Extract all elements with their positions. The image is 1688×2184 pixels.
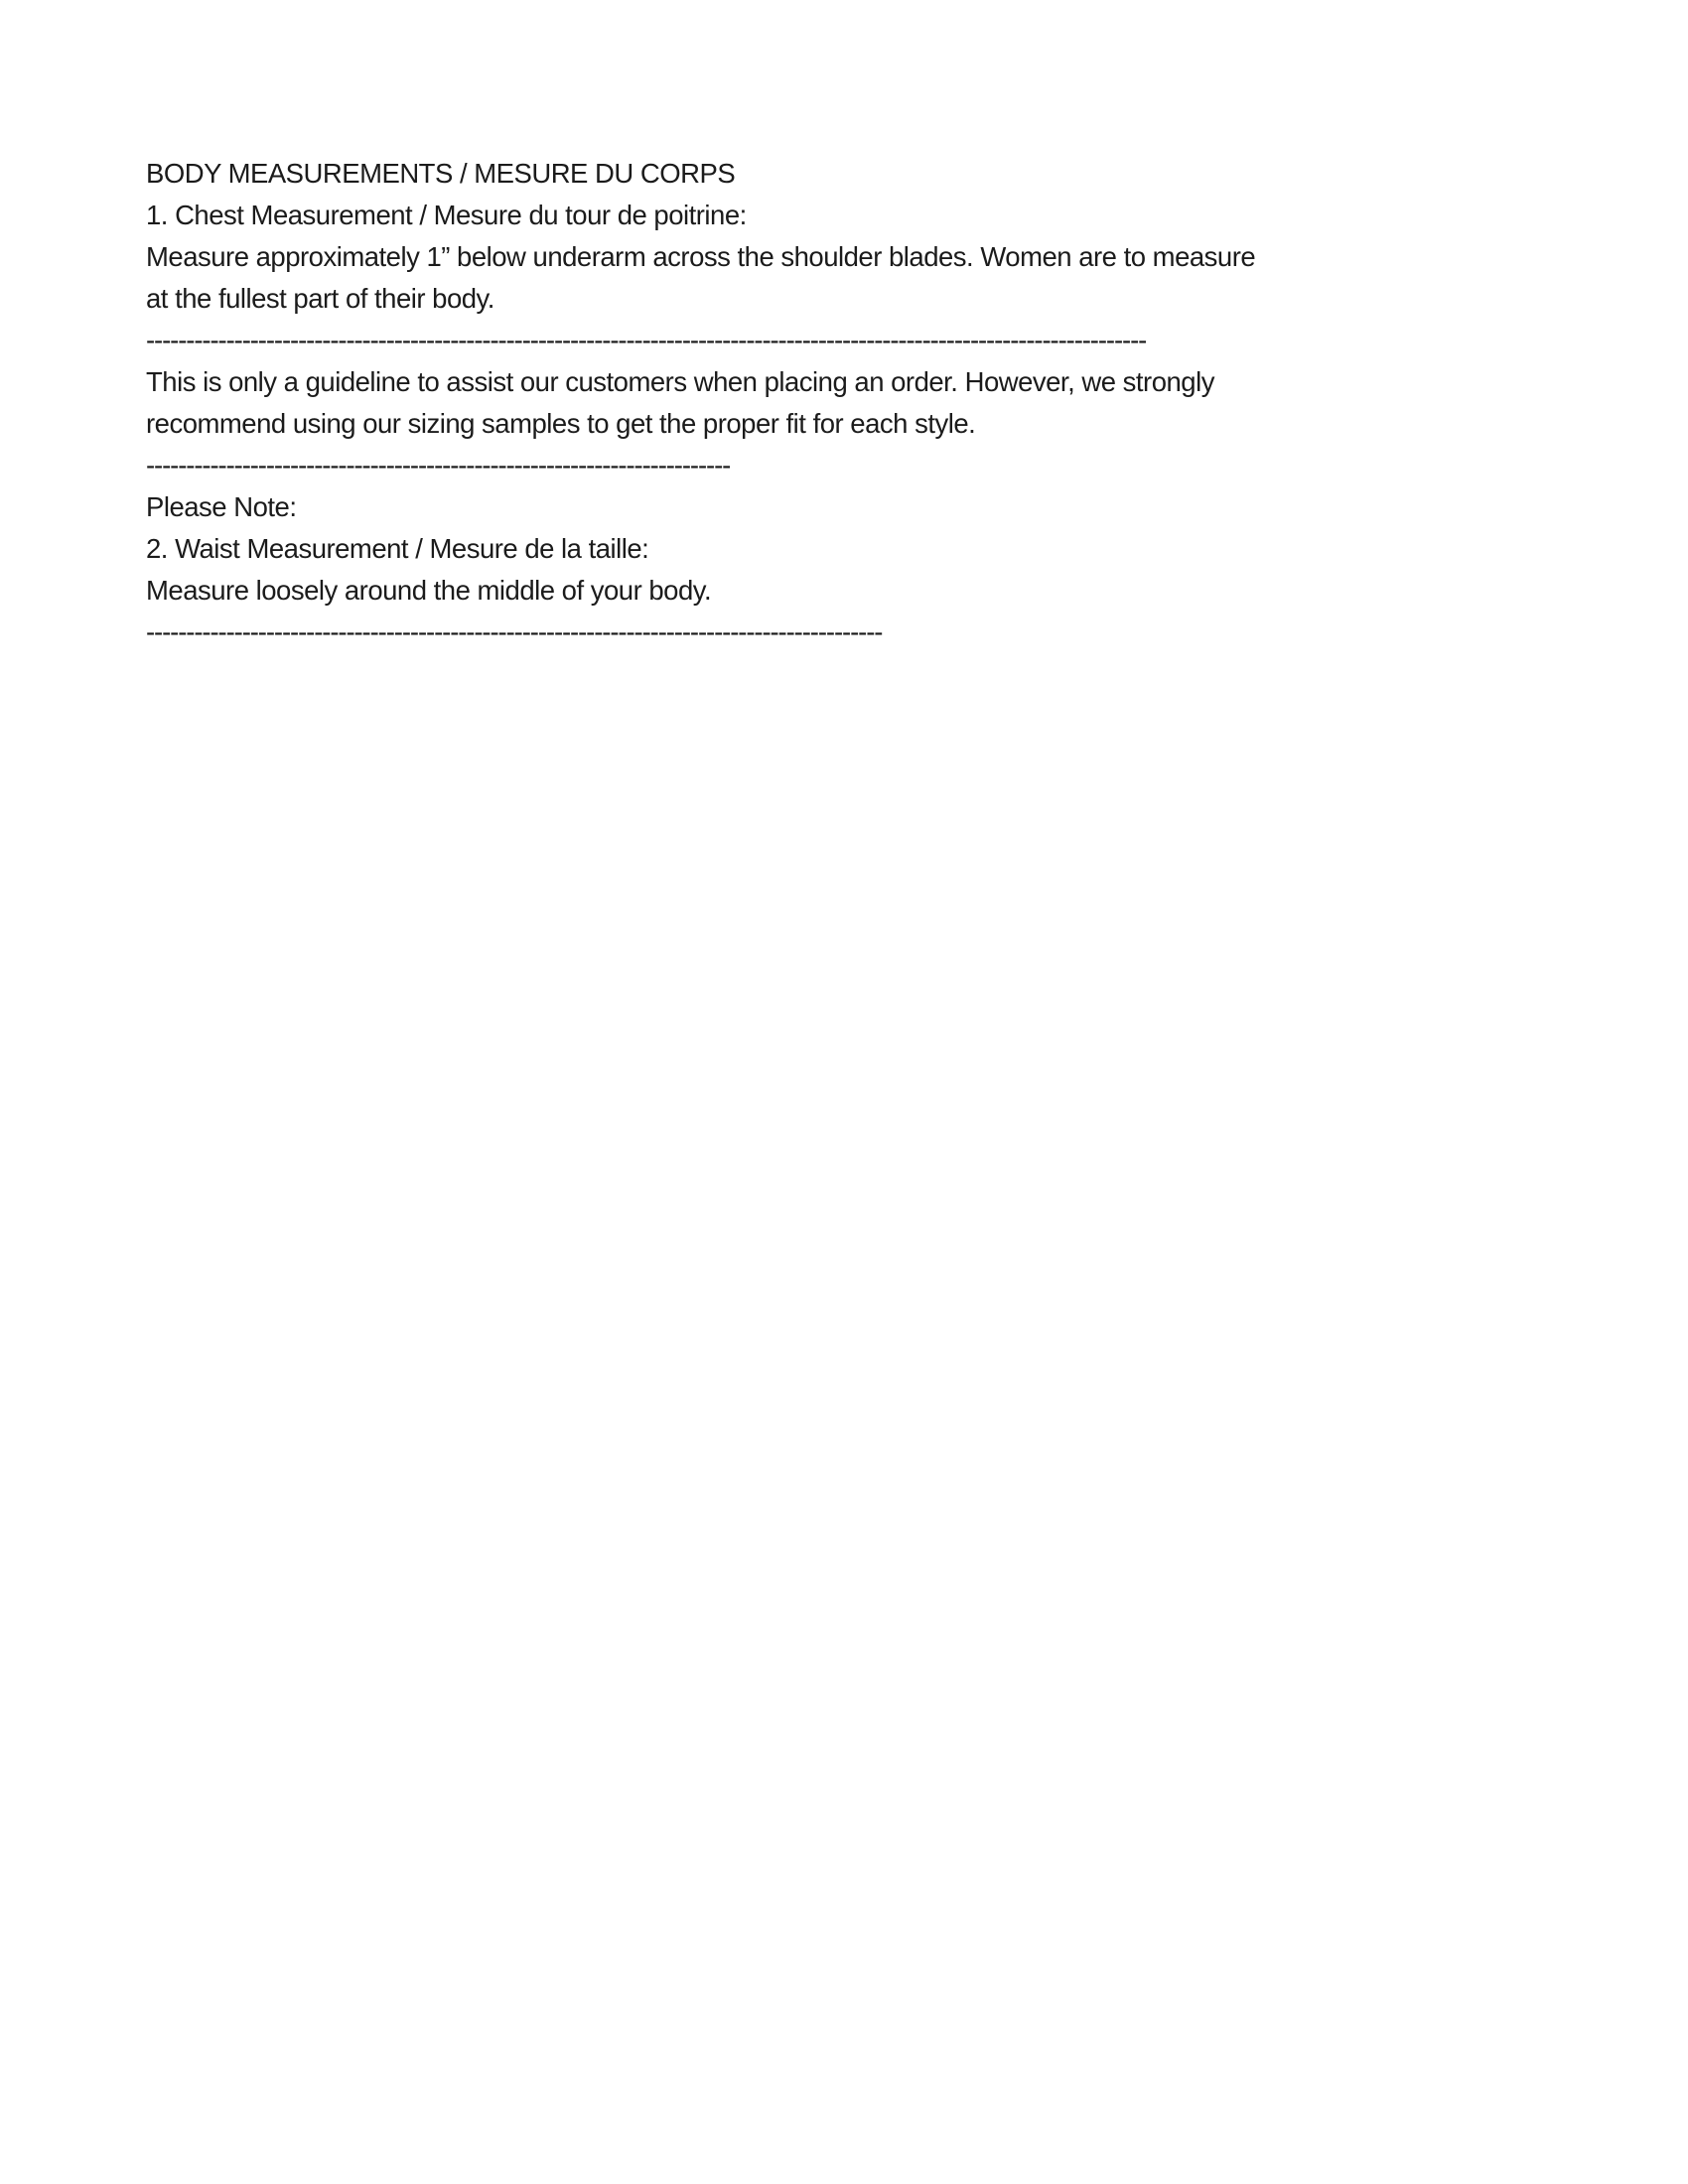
- document-content: [146, 153, 1589, 653]
- doc-heading: BODY MEASUREMENTS / MESURE DU CORPS: [146, 158, 736, 189]
- chest-measurement-instruction-line1: Measure approximately 1” below underarm across the shoulder blades. Women are to measure: [146, 241, 1256, 272]
- guideline-note-line2: recommend using our sizing samples to get the proper fit for each style.: [146, 408, 976, 439]
- waist-measurement-instruction: Measure loosely around the middle of your body.: [146, 575, 712, 606]
- divider-line-2: -------------------------------------------------------------------------: [146, 450, 731, 480]
- divider-line-1: -----------------------------------------------------------------------------------------------------------------------------: [146, 325, 1147, 355]
- chest-measurement-label: 1. Chest Measurement / Mesure du tour de poitrine:: [146, 200, 747, 230]
- please-note-label: Please Note:: [146, 491, 297, 522]
- guideline-note-line1: This is only a guideline to assist our customers when placing an order. However, we strongly: [146, 366, 1214, 397]
- waist-measurement-label: 2. Waist Measurement / Mesure de la taille:: [146, 533, 649, 564]
- chest-measurement-instruction-line2: at the fullest part of their body.: [146, 283, 494, 314]
- divider-line-3: --------------------------------------------------------------------------------------------: [146, 616, 883, 647]
